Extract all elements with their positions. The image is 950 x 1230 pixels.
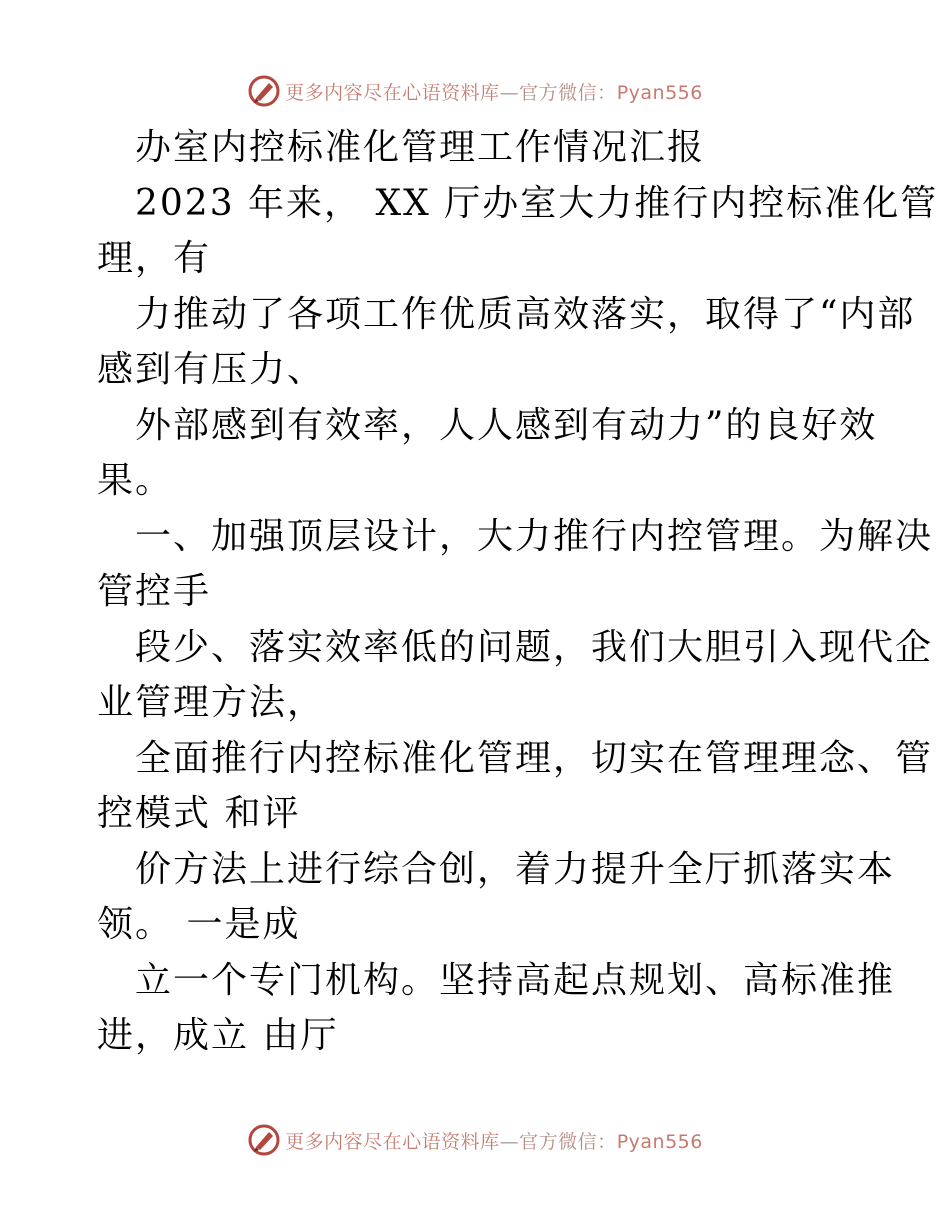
watermark-brand: 更多内容尽在心语资料库 bbox=[285, 81, 500, 104]
document-line: 全面推行内控标准化管理，切实在管理理念、管 bbox=[135, 737, 934, 779]
document-line: 管控手 bbox=[97, 571, 212, 612]
watermark-wechat-id: Pyan556 bbox=[616, 1130, 703, 1153]
document-line: 办室内控标准化管理工作情况汇报 bbox=[135, 127, 706, 168]
document-line: 价方法上进行综合创，着力提升全厅抓落实本 bbox=[135, 848, 896, 890]
document-line: 2023 年来， XX 厅办室大力推行内控标准化管 bbox=[135, 182, 939, 224]
pen-logo-icon bbox=[247, 1123, 281, 1157]
document-line: 进，成立 由厅 bbox=[97, 1015, 339, 1056]
document-line: 感到有压力、 bbox=[97, 349, 326, 390]
document-line: 控模式 和评 bbox=[97, 793, 301, 834]
header-watermark bbox=[0, 71, 950, 111]
document-line: 领。 一是成 bbox=[97, 904, 301, 945]
document-body bbox=[97, 120, 939, 1064]
document-line: 外部感到有效率，人人感到有动力”的良好效 bbox=[135, 404, 878, 446]
document-line: 果。 bbox=[97, 460, 174, 501]
watermark-wechat-id: Pyan556 bbox=[616, 81, 703, 104]
document-line: 理，有 bbox=[97, 238, 212, 279]
watermark-brand: 更多内容尽在心语资料库 bbox=[285, 1130, 500, 1153]
document-line: 业管理方法， bbox=[97, 682, 326, 723]
watermark-wechat-label: 官方微信： bbox=[519, 81, 617, 104]
document-line: 立一个专门机构。坚持高起点规划、高标准推 bbox=[135, 959, 896, 1001]
watermark-separator: — bbox=[499, 1130, 520, 1153]
document-line: 一、加强顶层设计，大力推行内控管理。为解决 bbox=[135, 515, 934, 557]
document-line: 力推动了各项工作优质高效落实，取得了“内部 bbox=[135, 293, 916, 335]
watermark-separator: — bbox=[499, 81, 520, 104]
watermark-wechat-label: 官方微信： bbox=[519, 1130, 617, 1153]
pen-logo-icon bbox=[247, 74, 281, 108]
watermark-text bbox=[285, 78, 703, 105]
watermark-text bbox=[285, 1127, 703, 1154]
footer-watermark bbox=[0, 1120, 950, 1160]
document-line: 段少、落实效率低的问题，我们大胆引入现代企 bbox=[135, 626, 934, 668]
